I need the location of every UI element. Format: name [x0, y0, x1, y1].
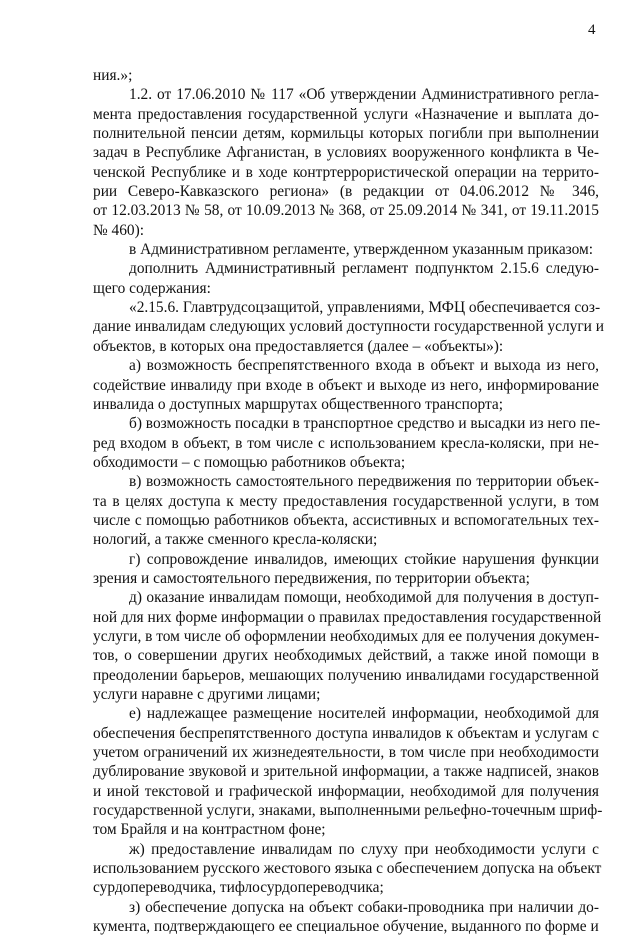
- para-item-1-2: [93, 85, 599, 240]
- para-in-regulation: [93, 240, 599, 259]
- text-line: в Административном регламенте, утвержденном указанным приказом:: [129, 241, 594, 259]
- text-line: учетом ограничений их жизнедеятельности, в том числе при необходимости: [93, 744, 599, 762]
- text-line: ж) предоставление инвалидам по слуху при необходимости услуги с: [129, 840, 599, 858]
- para-item-a: [93, 356, 599, 414]
- text-line: 1.2. от 17.06.2010 № 117 «Об утверждении Административного регла-: [129, 86, 599, 104]
- para-item-g: [93, 550, 599, 589]
- text-line: ной для них форме информации о правилах предоставления государственной: [93, 608, 602, 626]
- para-continuation: [93, 66, 599, 85]
- text-line: сурдопереводчика, тифлосурдопереводчика;: [93, 879, 384, 897]
- para-item-v: [93, 472, 599, 549]
- para-item-z: [93, 898, 599, 936]
- text-line: содействие инвалиду при входе в объект и выходе из него, информирование: [93, 376, 599, 394]
- text-line: в) возможность самостоятельного передвижения по территории объек-: [129, 473, 599, 491]
- text-line: обеспечения беспрепятственного доступа инвалидов к объектам и услугам с: [93, 724, 599, 742]
- text-line: з) обеспечение допуска на объект собаки-проводника при наличии до-: [129, 898, 599, 916]
- text-line: д) оказание инвалидам помощи, необходимой для получения в доступ-: [129, 589, 599, 607]
- text-line: ния.»;: [93, 67, 133, 84]
- text-line: рии Северо-Кавказского региона» (в редакции от 04.06.2012 № 346,: [93, 183, 599, 201]
- text-line: преодолении барьеров, мешающих получению инвалидами государственной: [93, 666, 599, 684]
- text-line: мента предоставления государственной услуги «Назначение и выплата до-: [93, 105, 599, 123]
- text-line: тов, о совершении других необходимых действий, а также иной помощи в: [93, 647, 599, 665]
- text-line: зрения и самостоятельного передвижения, по территории объекта;: [93, 569, 530, 587]
- text-line: задач в Республике Афганистан, в условиях вооруженного конфликта в Че-: [93, 144, 599, 162]
- page-number: 4: [588, 22, 596, 38]
- text-line: от 12.03.2013 № 58, от 10.09.2013 № 368, от 25.09.2014 № 341, от 19.11.2015: [93, 202, 599, 220]
- text-line: «2.15.6. Главтрудсоцзащитой, управлениями, МФЦ обеспечивается соз-: [129, 299, 601, 317]
- text-line: г) сопровождение инвалидов, имеющих стойкие нарушения функции: [129, 550, 599, 568]
- text-line: б) возможность посадки в транспортное средство и высадки из него пе-: [129, 415, 601, 433]
- para-supplement: [93, 259, 599, 298]
- text-line: щего содержания:: [93, 279, 211, 297]
- text-line: государственной услуги, знаками, выполненными рельефно-точечным шриф-: [93, 802, 603, 820]
- text-line: ред входом в объект, в том числе с использованием кресла-коляски, при не-: [93, 434, 599, 452]
- text-line: объектов, в которых она предоставляется (далее – «объекты»):: [93, 337, 504, 355]
- text-line: и иной текстовой и графической информации, необходимой для получения: [93, 782, 599, 800]
- text-line: дание инвалидам следующих условий доступности государственной услуги и: [93, 318, 604, 336]
- text-line: услуги наравне с другими лицами;: [93, 686, 321, 703]
- text-line: нологий, а также сменного кресла-коляски;: [93, 531, 378, 549]
- text-line: использованием русского жестового языка с обеспечением допуска на объект: [93, 860, 602, 878]
- para-item-d: [93, 588, 602, 704]
- text-line: инвалида о доступных маршрутах общественного транспорта;: [93, 395, 504, 413]
- document-body: [93, 66, 604, 936]
- text-line: обходимости – с помощью работников объекта;: [93, 453, 406, 471]
- text-line: ченской Республике и в ходе контртеррористической операции на террито-: [93, 163, 599, 181]
- text-line: услуги, в том числе об оформлении необходимых для ее получения докумен-: [93, 627, 600, 645]
- text-line: полнительной пенсии детям, кормильцы которых погибли при выполнении: [93, 125, 599, 143]
- text-line: № 460):: [93, 221, 145, 239]
- text-line: дублирование звуковой и зрительной информации, а также надписей, знаков: [93, 763, 599, 781]
- para-item-b: [93, 414, 599, 472]
- text-line: кумента, подтверждающего ее специальное обучение, выданного по форме и: [93, 918, 599, 936]
- para-item-e: [93, 704, 603, 839]
- text-line: та в целях доступа к месту предоставления государственной услуги, в том: [93, 492, 599, 510]
- text-line: е) надлежащее размещение носителей информации, необходимой для: [129, 705, 599, 723]
- text-line: том Брайля и на контрастном фоне;: [93, 821, 326, 839]
- text-line: дополнить Административный регламент подпунктом 2.15.6 следую-: [129, 260, 599, 278]
- text-line: а) возможность беспрепятственного входа в объект и выхода из него,: [129, 357, 599, 375]
- para-2-15-6: [93, 298, 604, 356]
- para-item-zh: [93, 840, 602, 898]
- text-line: числе с помощью работников объекта, ассистивных и вспомогательных тех-: [93, 511, 599, 529]
